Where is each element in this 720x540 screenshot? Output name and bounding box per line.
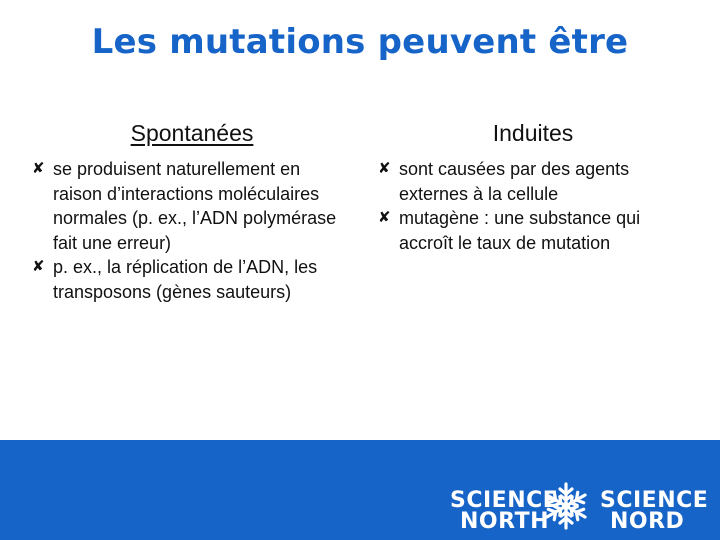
- snowflake-icon: [540, 480, 592, 532]
- list-item: [32, 255, 342, 304]
- right-column-heading: Induites: [492, 120, 574, 146]
- cross-bullet-icon: ✘: [32, 160, 45, 177]
- logo-text-left-line2: NORTH: [460, 509, 549, 534]
- slide-title: Les mutations peuvent être: [91, 22, 629, 62]
- cross-bullet-icon: ✘: [378, 209, 391, 226]
- list-item: [32, 157, 342, 255]
- bullet-text: p. ex., la réplication de l’ADN, les transposons (gènes sauteurs): [53, 257, 318, 302]
- left-column: [32, 120, 342, 304]
- right-column: [378, 120, 678, 255]
- logo-text-right-line2: NORD: [610, 509, 685, 534]
- logo-text-left-line1: SCIENCE: [450, 488, 559, 513]
- bullet-text: mutagène : une substance qui accroît le taux de mutation: [399, 208, 641, 253]
- science-north-logo: [450, 478, 709, 534]
- cross-bullet-icon: ✘: [32, 258, 45, 275]
- cross-bullet-icon: ✘: [378, 160, 391, 177]
- bullet-text: se produisent naturellement en raison d’interactions moléculaires normales (p. ex., l’ADN polymérase fait une erreur): [53, 159, 337, 253]
- left-bullet-list: [32, 157, 342, 304]
- right-bullet-list: [378, 157, 678, 255]
- bullet-text: sont causées par des agents externes à la cellule: [399, 159, 630, 204]
- list-item: [378, 157, 678, 206]
- list-item: [378, 206, 678, 255]
- logo-text-right-line1: SCIENCE: [600, 488, 709, 513]
- left-column-heading: Spontanées: [130, 120, 254, 146]
